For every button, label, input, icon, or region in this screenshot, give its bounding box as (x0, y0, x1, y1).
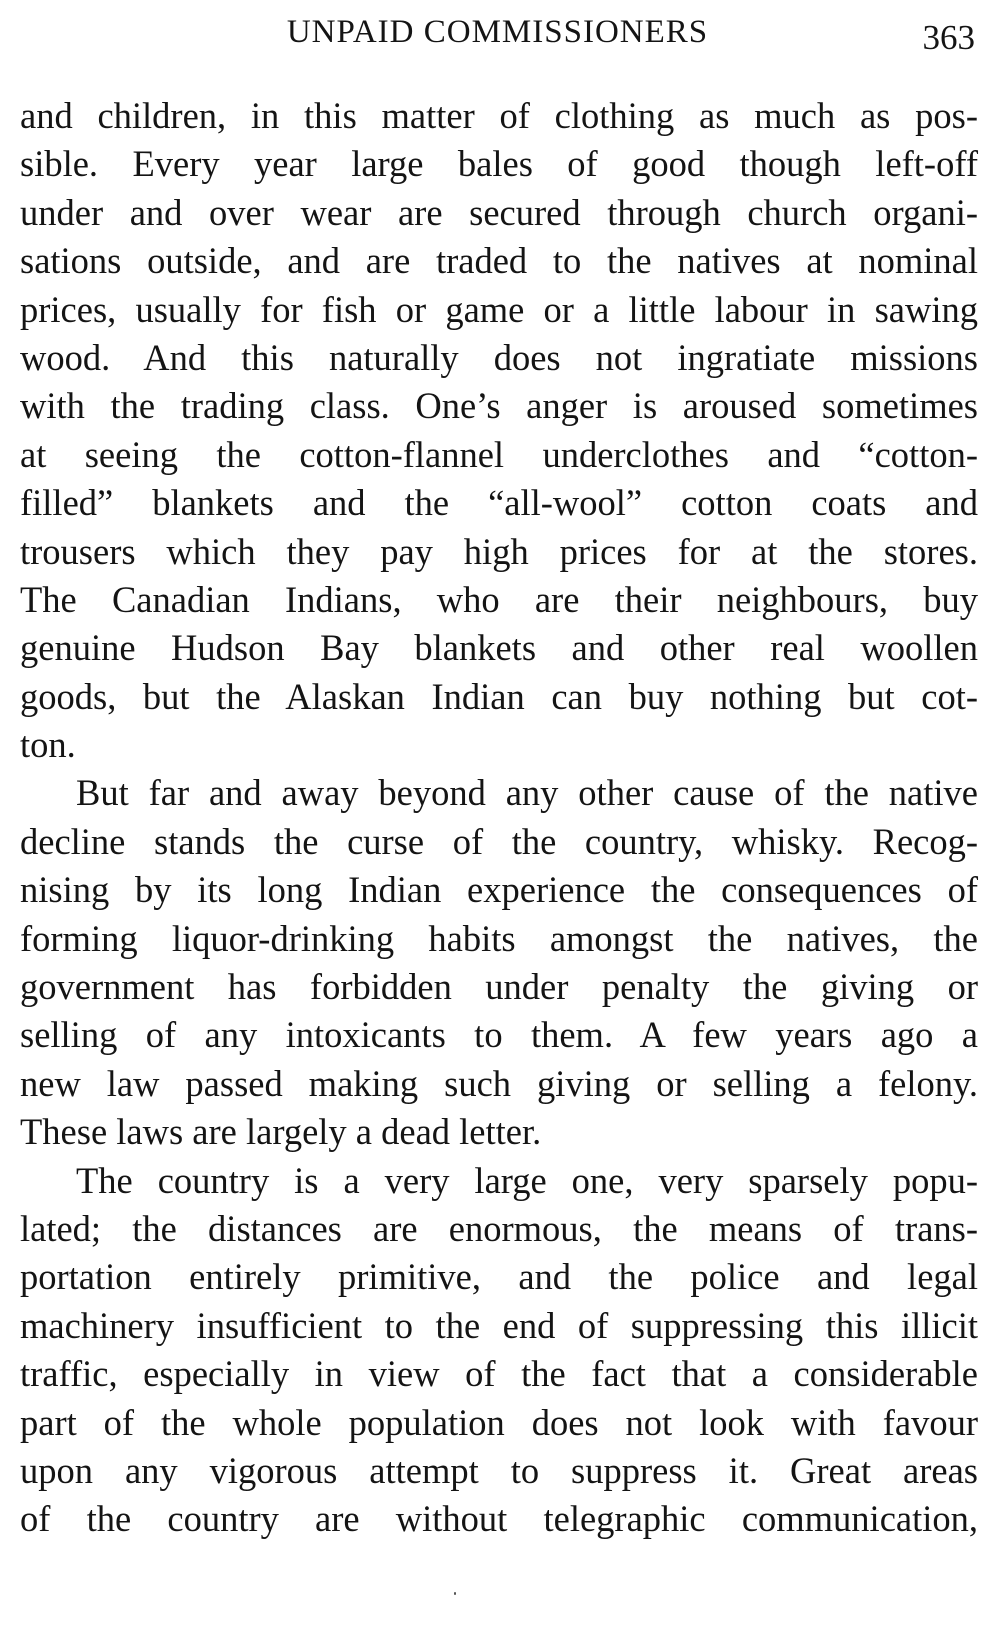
text-line: lated; the distances are enormous, the means of trans- (20, 1207, 978, 1249)
text-line: under and over wear are secured through church organi- (20, 191, 978, 233)
text-line: decline stands the curse of the country, whisky. Recog- (20, 820, 978, 862)
text-line: sible. Every year large bales of good though left-off (20, 143, 978, 185)
text-line: prices, usually for fish or game or a little labour in sawing (20, 288, 978, 330)
text-line: sations outside, and are traded to the natives at nominal (20, 240, 978, 282)
body-text (20, 92, 978, 1544)
ink-speck (454, 1592, 456, 1595)
page-number: 363 (922, 18, 975, 57)
text-line: filled” blankets and the “all-wool” cotton coats and (20, 482, 978, 524)
text-line: machinery insufficient to the end of suppressing this illicit (20, 1304, 978, 1346)
running-title: UNPAID COMMISSIONERS (286, 14, 709, 50)
text-line: portation entirely primitive, and the police and legal (20, 1256, 978, 1298)
paragraph (20, 92, 978, 769)
text-line: government has forbidden under penalty the giving or (20, 966, 978, 1008)
text-line: part of the whole population does not look with favour (20, 1401, 978, 1443)
text-line: trousers which they pay high prices for at the stores. (20, 530, 978, 572)
text-line: ton. (20, 724, 76, 766)
text-line: The country is a very large one, very sparsely popu- (76, 1159, 978, 1201)
text-line: upon any vigorous attempt to suppress it. Great areas (20, 1449, 978, 1491)
text-line: selling of any intoxicants to them. A few years ago a (20, 1014, 978, 1056)
text-line: nising by its long Indian experience the consequences of (20, 869, 978, 911)
text-line: goods, but the Alaskan Indian can buy nothing but cot- (20, 675, 978, 717)
text-line: The Canadian Indians, who are their neighbours, buy (20, 578, 978, 620)
text-line: with the trading class. One’s anger is aroused sometimes (20, 385, 978, 427)
text-line: But far and away beyond any other cause of the native (76, 772, 978, 814)
text-line: forming liquor-drinking habits amongst the natives, the (20, 917, 978, 959)
text-line: wood. And this naturally does not ingratiate missions (20, 336, 978, 378)
paragraph (20, 769, 978, 1156)
text-line: of the country are without telegraphic communication, (20, 1498, 978, 1540)
text-line: These laws are largely a dead letter. (20, 1111, 542, 1153)
text-line: traffic, especially in view of the fact that a considerable (20, 1353, 978, 1395)
text-line: new law passed making such giving or selling a felony. (20, 1062, 978, 1104)
text-line: at seeing the cotton-flannel underclothes and “cotton- (20, 433, 978, 475)
text-line: and children, in this matter of clothing as much as pos- (20, 95, 978, 136)
running-head (20, 14, 975, 66)
paragraph (20, 1157, 978, 1544)
text-line: genuine Hudson Bay blankets and other real woollen (20, 627, 978, 669)
